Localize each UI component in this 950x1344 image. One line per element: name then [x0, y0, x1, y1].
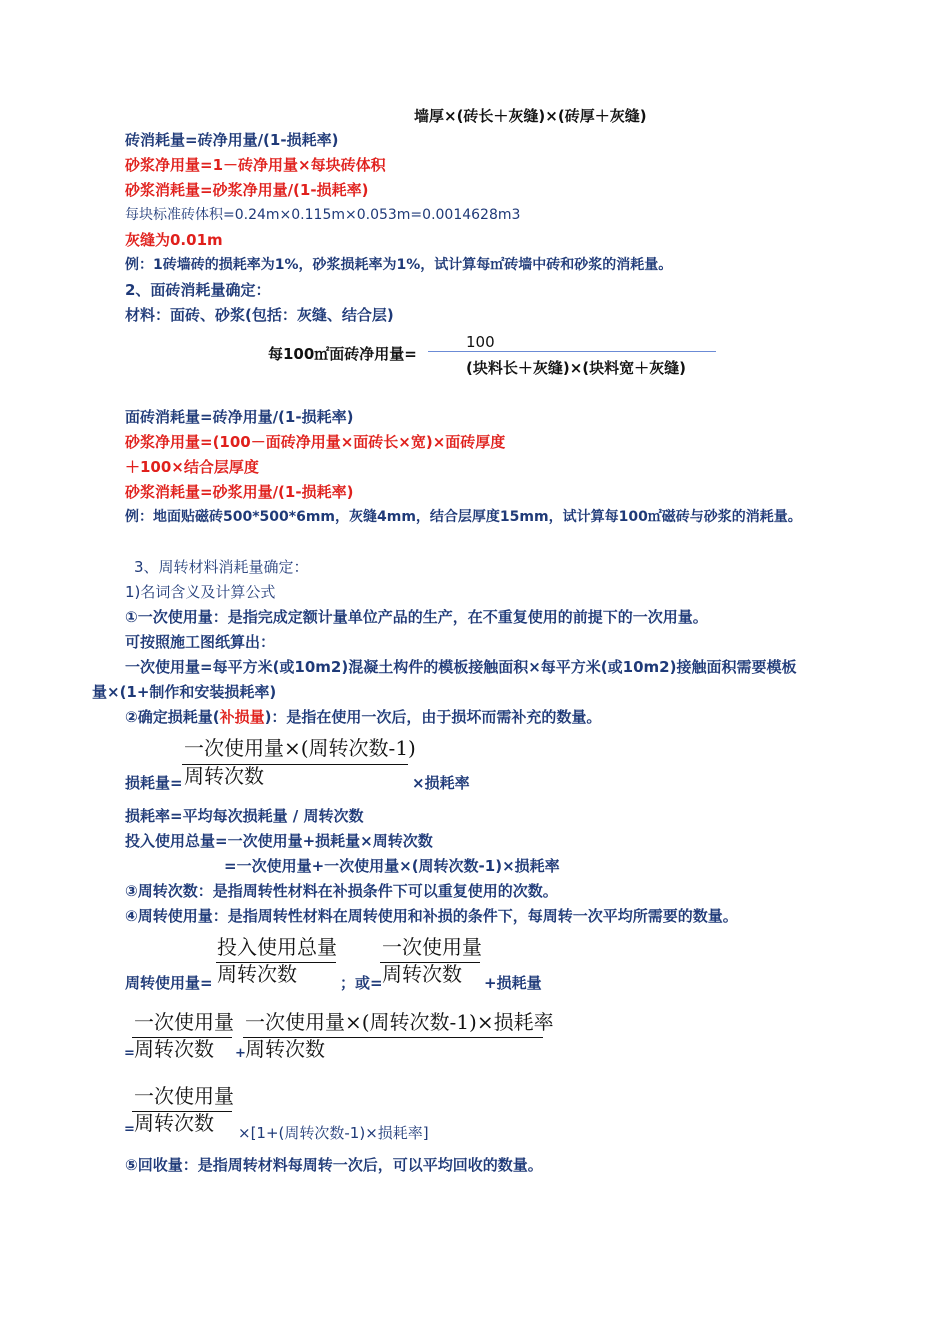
formula-label: 损耗量=	[125, 774, 183, 792]
text-line: 面砖消耗量=砖净用量/(1-损耗率)	[125, 408, 354, 426]
text-line: 投入使用总量=一次使用量+损耗量×周转次数	[125, 832, 433, 850]
text-line: 灰缝为0.01m	[125, 231, 223, 249]
text-line: 损耗率=平均每次损耗量 / 周转次数	[125, 807, 364, 825]
text-line	[125, 707, 601, 727]
formula-equals: =	[124, 1046, 135, 1061]
text-line: 砖消耗量=砖净用量/(1-损耗率)	[125, 131, 339, 149]
formula-denominator: (块料长＋灰缝)×(块料宽＋灰缝)	[466, 359, 686, 377]
section-heading: 3、周转材料消耗量确定：	[134, 558, 309, 576]
formula-denominator-brick: 墙厚×(砖长＋灰缝)×(砖厚＋灰缝)	[414, 107, 647, 125]
formula-denominator: 周转次数	[134, 1111, 214, 1135]
formula-denominator: 周转次数	[245, 1037, 325, 1061]
formula-numerator: 一次使用量×(周转次数-1)	[184, 736, 416, 760]
formula-numerator: 投入使用总量	[217, 935, 337, 959]
formula-plus: +	[235, 1046, 246, 1061]
text-line: 砂浆净用量=1－砖净用量×每块砖体积	[125, 156, 386, 174]
formula-denominator: 周转次数	[184, 764, 264, 788]
formula-tail: +损耗量	[484, 974, 542, 992]
text-line: ③周转次数：是指周转性材料在补损条件下可以重复使用的次数。	[125, 882, 558, 900]
text-segment: )：是指在使用一次后，由于损坏而需补充的数量。	[264, 708, 602, 726]
section-heading: 2、面砖消耗量确定：	[125, 281, 271, 299]
formula-denominator: 周转次数	[217, 962, 297, 986]
text-line: 1)名词含义及计算公式	[125, 583, 276, 601]
formula-tail: ×损耗率	[412, 774, 470, 792]
formula-denominator: 周转次数	[134, 1037, 214, 1061]
text-line: ①一次使用量：是指完成定额计量单位产品的生产，在不重复使用的前提下的一次用量。	[125, 608, 708, 626]
text-line: 例：1砖墙砖的损耗率为1%，砂浆损耗率为1%，试计算每㎡砖墙中砖和砂浆的消耗量。	[125, 257, 673, 273]
formula-label: 周转使用量=	[125, 974, 213, 992]
text-line: 砂浆净用量=(100－面砖净用量×面砖长×宽)×面砖厚度	[125, 433, 506, 451]
text-line: 例：地面贴磁砖500*500*6mm，灰缝4mm，结合层厚度15mm，试计算每100㎡磁砖与砂浆的消耗量。	[125, 509, 802, 525]
text-segment: ②确定损耗量(	[125, 708, 220, 726]
text-line: 量×(1+制作和安装损耗率)	[92, 683, 277, 701]
formula-separator: ；或=	[340, 974, 383, 992]
formula-label: 每100㎡面砖净用量=	[268, 345, 417, 363]
text-line: ⑤回收量：是指周转材料每周转一次后，可以平均回收的数量。	[125, 1156, 543, 1174]
text-line: 砂浆消耗量=砂浆用量/(1-损耗率)	[125, 483, 354, 501]
formula-numerator: 一次使用量	[134, 1010, 234, 1034]
formula-tail: ×[1+(周转次数-1)×损耗率]	[238, 1124, 429, 1142]
text-line: 材料：面砖、砂浆(包括：灰缝、结合层)	[125, 306, 394, 324]
formula-numerator: 一次使用量×(周转次数-1)×损耗率	[245, 1010, 554, 1034]
text-line: 每块标准砖体积=0.24m×0.115m×0.053m=0.0014628m3	[125, 207, 521, 223]
text-line: =一次使用量+一次使用量×(周转次数-1)×损耗率	[224, 857, 560, 875]
text-line: ④周转使用量：是指周转性材料在周转使用和补损的条件下，每周转一次平均所需要的数量。	[125, 907, 738, 925]
formula-denominator: 周转次数	[382, 962, 462, 986]
text-line: ＋100×结合层厚度	[125, 458, 259, 476]
formula-numerator: 一次使用量	[382, 935, 482, 959]
formula-equals: =	[124, 1122, 135, 1137]
text-line: 砂浆消耗量=砂浆净用量/(1-损耗率)	[125, 181, 369, 199]
fraction-bar	[428, 351, 716, 352]
text-line: 一次使用量=每平方米(或10m2)混凝土构件的模板接触面积×每平方米(或10m2)接触面积需要模板	[125, 658, 797, 676]
formula-numerator: 100	[466, 333, 495, 351]
formula-numerator: 一次使用量	[134, 1084, 234, 1108]
text-line: 可按照施工图纸算出：	[125, 633, 276, 651]
highlight-term: 补损量	[219, 708, 265, 726]
